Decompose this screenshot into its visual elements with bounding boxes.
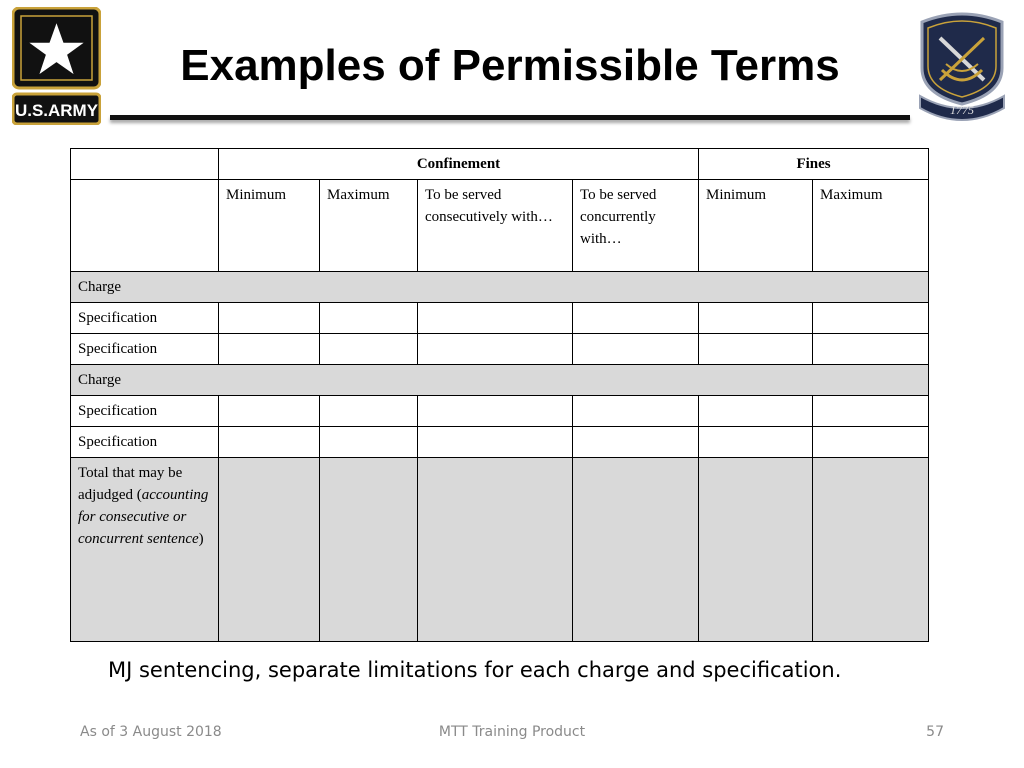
slide-caption: MJ sentencing, separate limitations for each charge and specification. <box>108 658 842 682</box>
table-cell <box>699 396 813 427</box>
table-cell <box>699 458 813 642</box>
svg-text:1775: 1775 <box>950 103 974 117</box>
table-cell <box>418 458 573 642</box>
sub-header-row <box>71 180 929 272</box>
table-cell <box>219 303 320 334</box>
table-cell <box>320 427 418 458</box>
table-cell <box>813 427 929 458</box>
specification-row <box>71 427 929 458</box>
table-cell <box>699 303 813 334</box>
table-cell <box>813 396 929 427</box>
table-cell <box>320 396 418 427</box>
permissible-terms-table <box>70 148 929 642</box>
table-cell <box>699 427 813 458</box>
table-cell <box>219 427 320 458</box>
table-cell <box>219 396 320 427</box>
specification-label: Specification <box>71 334 219 365</box>
charge-row <box>71 365 929 396</box>
header-corner-cell <box>71 149 219 180</box>
charge-row <box>71 272 929 303</box>
footer-product: MTT Training Product <box>438 724 586 740</box>
table-cell <box>813 303 929 334</box>
table-cell <box>320 334 418 365</box>
charge-label: Charge <box>71 272 929 303</box>
charge-label: Charge <box>71 365 929 396</box>
table-cell <box>573 458 699 642</box>
specification-label: Specification <box>71 303 219 334</box>
table-cell <box>418 303 573 334</box>
fines-header: Fines <box>699 149 929 180</box>
title-divider <box>110 115 910 120</box>
us-army-logo <box>12 7 101 125</box>
table-cell <box>418 396 573 427</box>
total-row <box>71 458 929 642</box>
fines-minimum-header: Minimum <box>699 180 813 272</box>
group-header-row <box>71 149 929 180</box>
specification-row <box>71 303 929 334</box>
table-cell <box>418 334 573 365</box>
page-title: Examples of Permissible Terms <box>180 41 840 90</box>
footer-date: As of 3 August 2018 <box>80 724 222 740</box>
table-cell <box>573 334 699 365</box>
army-wordmark: U.S.ARMY <box>14 101 99 120</box>
sub-header-corner-cell <box>71 180 219 272</box>
page-number: 57 <box>926 724 944 740</box>
specification-label: Specification <box>71 396 219 427</box>
table-cell <box>418 427 573 458</box>
fines-maximum-header: Maximum <box>813 180 929 272</box>
table-cell <box>573 427 699 458</box>
table-cell <box>573 303 699 334</box>
confinement-minimum-header: Minimum <box>219 180 320 272</box>
confinement-maximum-header: Maximum <box>320 180 418 272</box>
jag-crest-logo <box>912 8 1012 122</box>
total-label: Total that may be adjudged (accounting for consecutive or concurrent sentence) <box>71 458 219 642</box>
table-cell <box>320 303 418 334</box>
table-cell <box>219 334 320 365</box>
specification-label: Specification <box>71 427 219 458</box>
specification-row <box>71 334 929 365</box>
concurrently-header: To be served concurrently with… <box>573 180 699 272</box>
table-cell <box>573 396 699 427</box>
table-cell <box>219 458 320 642</box>
table-cell <box>699 334 813 365</box>
specification-row <box>71 396 929 427</box>
table-cell <box>320 458 418 642</box>
consecutively-header: To be served consecutively with… <box>418 180 573 272</box>
confinement-header: Confinement <box>219 149 699 180</box>
table-cell <box>813 334 929 365</box>
table-cell <box>813 458 929 642</box>
